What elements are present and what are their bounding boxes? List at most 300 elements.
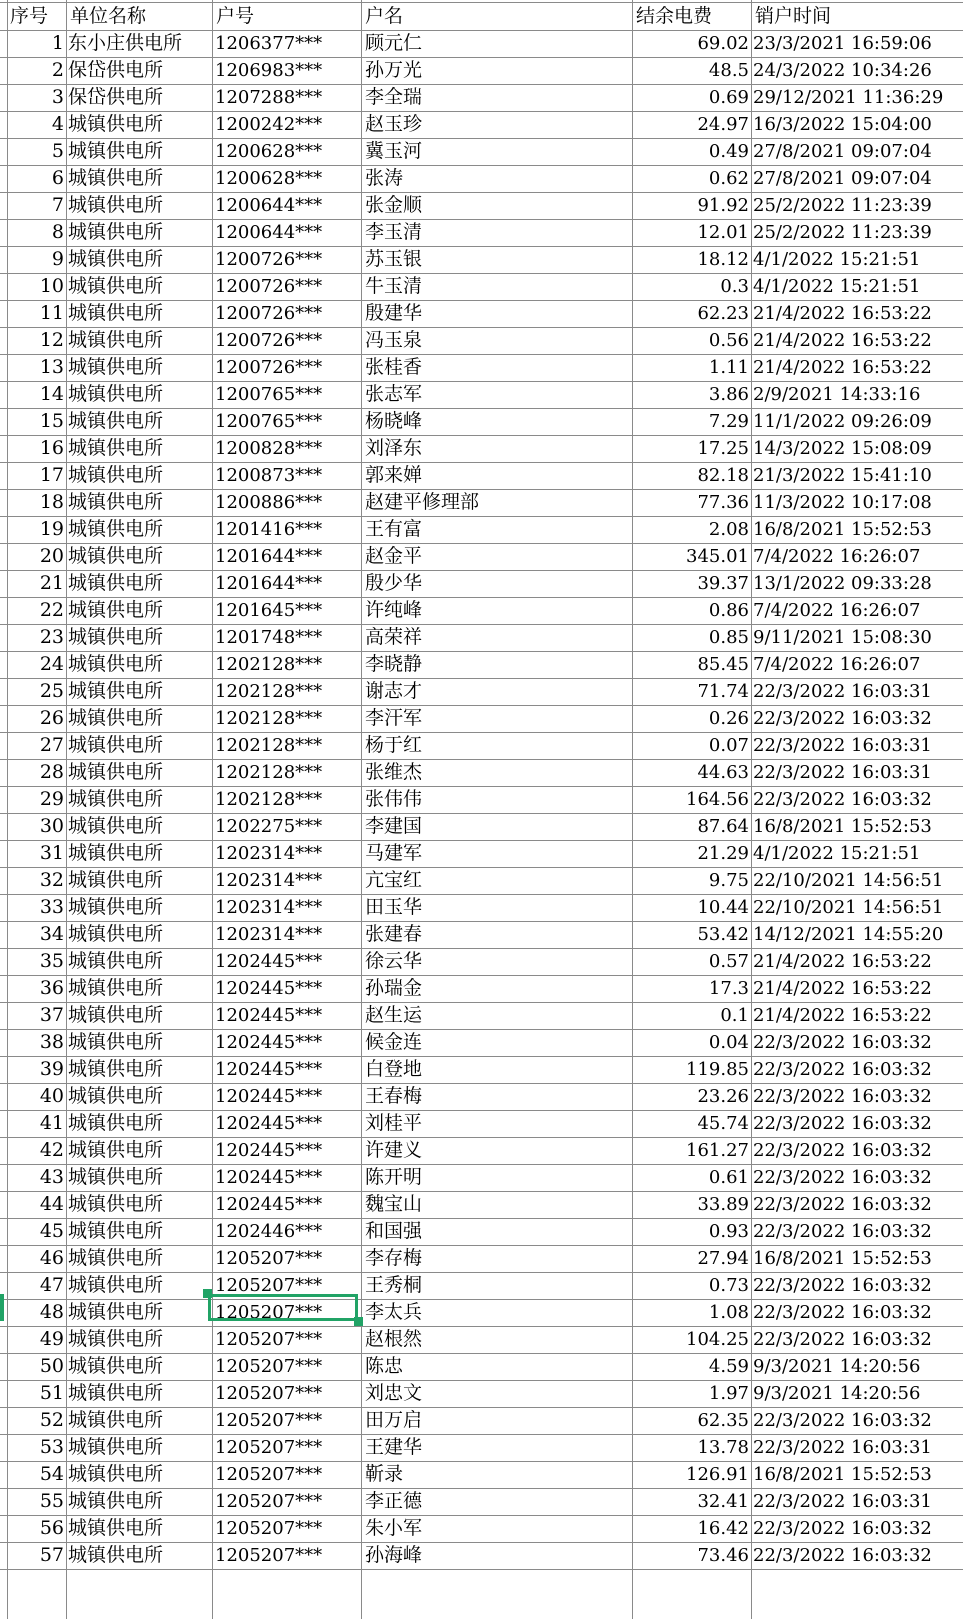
cell-closing-time[interactable]: 4/1/2022 15:21:51 [753, 843, 921, 864]
cell-account-no[interactable]: 1202446*** [215, 1221, 323, 1242]
cell-unit-name[interactable]: 城镇供电所 [68, 842, 164, 864]
cell-account-name[interactable]: 徐云华 [365, 950, 423, 972]
cell-account-no[interactable]: 1202128*** [215, 708, 323, 729]
cell-account-no[interactable]: 1202445*** [215, 1194, 323, 1215]
cell-balance[interactable]: 1.08 [708, 1302, 749, 1323]
cell-account-no[interactable]: 1200242*** [215, 114, 323, 135]
cell-unit-name[interactable]: 城镇供电所 [68, 518, 164, 540]
cell-balance[interactable]: 62.23 [697, 303, 749, 324]
cell-unit-name[interactable]: 城镇供电所 [68, 140, 164, 162]
cell-account-no[interactable]: 1200628*** [215, 141, 323, 162]
cell-account-name[interactable]: 高荣祥 [365, 626, 423, 648]
cell-unit-name[interactable]: 城镇供电所 [68, 734, 164, 756]
cell-account-no[interactable]: 1200726*** [215, 276, 323, 297]
cell-closing-time[interactable]: 22/3/2022 16:03:32 [753, 1167, 932, 1188]
cell-balance[interactable]: 87.64 [697, 816, 749, 837]
cell-closing-time[interactable]: 22/3/2022 16:03:32 [753, 789, 932, 810]
cell-index[interactable]: 33 [39, 896, 64, 918]
cell-account-name[interactable]: 许建义 [365, 1139, 423, 1161]
cell-account-name[interactable]: 李玉清 [365, 221, 423, 243]
cell-account-no[interactable]: 1201416*** [215, 519, 323, 540]
cell-account-no[interactable]: 1200726*** [215, 357, 323, 378]
cell-unit-name[interactable]: 城镇供电所 [68, 1301, 164, 1323]
cell-closing-time[interactable]: 21/4/2022 16:53:22 [753, 303, 932, 324]
cell-balance[interactable]: 13.78 [697, 1437, 749, 1458]
cell-account-name[interactable]: 李建国 [365, 815, 423, 837]
cell-account-no[interactable]: 1201645*** [215, 600, 323, 621]
cell-unit-name[interactable]: 城镇供电所 [68, 626, 164, 648]
cell-unit-name[interactable]: 保岱供电所 [68, 86, 164, 108]
cell-account-name[interactable]: 张志军 [365, 383, 423, 405]
cell-closing-time[interactable]: 22/3/2022 16:03:31 [753, 1491, 932, 1512]
cell-account-name[interactable]: 赵玉珍 [365, 113, 423, 135]
cell-account-no[interactable]: 1200644*** [215, 222, 323, 243]
cell-account-no[interactable]: 1205207*** [215, 1410, 323, 1431]
cell-index[interactable]: 28 [39, 761, 64, 783]
cell-index[interactable]: 49 [39, 1328, 64, 1350]
cell-index[interactable]: 34 [39, 923, 64, 945]
cell-closing-time[interactable]: 21/3/2022 15:41:10 [753, 465, 932, 486]
cell-unit-name[interactable]: 城镇供电所 [68, 1193, 164, 1215]
cell-account-no[interactable]: 1202275*** [215, 816, 323, 837]
cell-account-no[interactable]: 1200644*** [215, 195, 323, 216]
cell-balance[interactable]: 85.45 [697, 654, 749, 675]
cell-account-name[interactable]: 谢志才 [365, 680, 423, 702]
header-cell-unit-name[interactable]: 单位名称 [70, 5, 147, 27]
cell-index[interactable]: 48 [39, 1301, 64, 1323]
cell-index[interactable]: 17 [39, 464, 64, 486]
cell-unit-name[interactable]: 城镇供电所 [68, 1544, 164, 1566]
cell-balance[interactable]: 0.69 [708, 87, 749, 108]
cell-balance[interactable]: 18.12 [697, 249, 749, 270]
cell-account-name[interactable]: 李存梅 [365, 1247, 423, 1269]
cell-index[interactable]: 44 [39, 1193, 64, 1215]
cell-closing-time[interactable]: 25/2/2022 11:23:39 [753, 195, 932, 216]
cell-account-name[interactable]: 张涛 [365, 167, 404, 189]
cell-balance[interactable]: 3.86 [708, 384, 749, 405]
cell-closing-time[interactable]: 22/3/2022 16:03:32 [753, 1113, 932, 1134]
cell-closing-time[interactable]: 7/4/2022 16:26:07 [753, 600, 921, 621]
cell-balance[interactable]: 9.75 [708, 870, 749, 891]
cell-index[interactable]: 32 [39, 869, 64, 891]
cell-account-name[interactable]: 李晓静 [365, 653, 423, 675]
cell-closing-time[interactable]: 22/3/2022 16:03:32 [753, 1059, 932, 1080]
cell-index[interactable]: 26 [39, 707, 64, 729]
cell-account-name[interactable]: 白登地 [365, 1058, 423, 1080]
cell-account-name[interactable]: 马建军 [365, 842, 423, 864]
cell-index[interactable]: 47 [39, 1274, 64, 1296]
cell-account-no[interactable]: 1202128*** [215, 762, 323, 783]
cell-index[interactable]: 27 [39, 734, 64, 756]
cell-closing-time[interactable]: 22/3/2022 16:03:32 [753, 1410, 932, 1431]
cell-account-name[interactable]: 殷少华 [365, 572, 423, 594]
cell-account-no[interactable]: 1202314*** [215, 924, 323, 945]
cell-account-name[interactable]: 苏玉银 [365, 248, 423, 270]
cell-index[interactable]: 18 [39, 491, 64, 513]
cell-unit-name[interactable]: 保岱供电所 [68, 59, 164, 81]
cell-unit-name[interactable]: 城镇供电所 [68, 545, 164, 567]
cell-balance[interactable]: 0.1 [720, 1005, 749, 1026]
cell-unit-name[interactable]: 城镇供电所 [68, 1031, 164, 1053]
header-cell-closing-time[interactable]: 销户时间 [755, 5, 832, 27]
cell-closing-time[interactable]: 16/8/2021 15:52:53 [753, 816, 932, 837]
cell-index[interactable]: 42 [39, 1139, 64, 1161]
cell-index[interactable]: 11 [39, 302, 64, 324]
cell-unit-name[interactable]: 城镇供电所 [68, 761, 164, 783]
cell-balance[interactable]: 69.02 [697, 33, 749, 54]
cell-account-no[interactable]: 1206377*** [215, 33, 323, 54]
cell-account-name[interactable]: 张维杰 [365, 761, 423, 783]
cell-closing-time[interactable]: 22/3/2022 16:03:32 [753, 1221, 932, 1242]
cell-balance[interactable]: 119.85 [686, 1059, 749, 1080]
cell-balance[interactable]: 48.5 [708, 60, 749, 81]
cell-account-no[interactable]: 1200765*** [215, 411, 323, 432]
cell-balance[interactable]: 17.25 [697, 438, 749, 459]
cell-account-no[interactable]: 1202128*** [215, 735, 323, 756]
cell-account-name[interactable]: 王有富 [365, 518, 423, 540]
cell-index[interactable]: 50 [39, 1355, 64, 1377]
cell-unit-name[interactable]: 城镇供电所 [68, 113, 164, 135]
cell-account-name[interactable]: 靳录 [365, 1463, 404, 1485]
cell-balance[interactable]: 45.74 [697, 1113, 749, 1134]
cell-unit-name[interactable]: 城镇供电所 [68, 221, 164, 243]
cell-account-name[interactable]: 张建春 [365, 923, 423, 945]
cell-account-no[interactable]: 1202445*** [215, 1059, 323, 1080]
cell-account-no[interactable]: 1202445*** [215, 1140, 323, 1161]
cell-index[interactable]: 52 [39, 1409, 64, 1431]
cell-unit-name[interactable]: 城镇供电所 [68, 1166, 164, 1188]
cell-closing-time[interactable]: 22/3/2022 16:03:32 [753, 1329, 932, 1350]
cell-index[interactable]: 39 [39, 1058, 64, 1080]
cell-index[interactable]: 1 [51, 32, 64, 54]
cell-unit-name[interactable]: 城镇供电所 [68, 491, 164, 513]
cell-unit-name[interactable]: 城镇供电所 [68, 1382, 164, 1404]
cell-account-no[interactable]: 1205207*** [215, 1437, 323, 1458]
cell-index[interactable]: 31 [39, 842, 64, 864]
cell-unit-name[interactable]: 城镇供电所 [68, 923, 164, 945]
cell-account-no[interactable]: 1202314*** [215, 870, 323, 891]
cell-unit-name[interactable]: 城镇供电所 [68, 1490, 164, 1512]
cell-account-name[interactable]: 李汗军 [365, 707, 423, 729]
cell-closing-time[interactable]: 9/3/2021 14:20:56 [753, 1383, 921, 1404]
cell-balance[interactable]: 126.91 [686, 1464, 749, 1485]
cell-unit-name[interactable]: 城镇供电所 [68, 1112, 164, 1134]
cell-balance[interactable]: 16.42 [697, 1518, 749, 1539]
cell-balance[interactable]: 1.97 [708, 1383, 749, 1404]
cell-closing-time[interactable]: 22/3/2022 16:03:32 [753, 1275, 932, 1296]
cell-balance[interactable]: 0.56 [708, 330, 749, 351]
cell-unit-name[interactable]: 城镇供电所 [68, 653, 164, 675]
cell-account-no[interactable]: 1202314*** [215, 897, 323, 918]
cell-balance[interactable]: 164.56 [686, 789, 749, 810]
cell-index[interactable]: 22 [39, 599, 64, 621]
cell-closing-time[interactable]: 22/3/2022 16:03:31 [753, 681, 932, 702]
cell-closing-time[interactable]: 22/3/2022 16:03:31 [753, 1437, 932, 1458]
cell-closing-time[interactable]: 11/1/2022 09:26:09 [753, 411, 932, 432]
cell-account-no[interactable]: 1200765*** [215, 384, 323, 405]
cell-account-no[interactable]: 1202314*** [215, 843, 323, 864]
cell-balance[interactable]: 82.18 [697, 465, 749, 486]
cell-account-name[interactable]: 刘桂平 [365, 1112, 423, 1134]
cell-unit-name[interactable]: 城镇供电所 [68, 977, 164, 999]
cell-index[interactable]: 14 [39, 383, 64, 405]
cell-index[interactable]: 19 [39, 518, 64, 540]
cell-account-name[interactable]: 魏宝山 [365, 1193, 423, 1215]
cell-account-no[interactable]: 1202445*** [215, 1086, 323, 1107]
cell-balance[interactable]: 12.01 [697, 222, 749, 243]
cell-index[interactable]: 38 [39, 1031, 64, 1053]
cell-index[interactable]: 9 [51, 248, 64, 270]
cell-account-no[interactable]: 1202445*** [215, 1113, 323, 1134]
cell-account-no[interactable]: 1200726*** [215, 303, 323, 324]
cell-closing-time[interactable]: 27/8/2021 09:07:04 [753, 168, 932, 189]
cell-closing-time[interactable]: 21/4/2022 16:53:22 [753, 1005, 932, 1026]
cell-closing-time[interactable]: 23/3/2021 16:59:06 [753, 33, 932, 54]
cell-index[interactable]: 35 [39, 950, 64, 972]
cell-closing-time[interactable]: 14/12/2021 14:55:20 [753, 924, 944, 945]
cell-balance[interactable]: 0.3 [720, 276, 749, 297]
cell-closing-time[interactable]: 22/10/2021 14:56:51 [753, 870, 944, 891]
cell-account-no[interactable]: 1200726*** [215, 249, 323, 270]
cell-unit-name[interactable]: 城镇供电所 [68, 707, 164, 729]
cell-balance[interactable]: 4.59 [708, 1356, 749, 1377]
cell-index[interactable]: 57 [39, 1544, 64, 1566]
cell-unit-name[interactable]: 城镇供电所 [68, 1058, 164, 1080]
cell-index[interactable]: 40 [39, 1085, 64, 1107]
cell-account-no[interactable]: 1200628*** [215, 168, 323, 189]
cell-closing-time[interactable]: 21/4/2022 16:53:22 [753, 978, 932, 999]
cell-index[interactable]: 3 [51, 86, 64, 108]
cell-balance[interactable]: 27.94 [697, 1248, 749, 1269]
cell-account-no[interactable]: 1205207*** [215, 1518, 323, 1539]
cell-account-name[interactable]: 赵根然 [365, 1328, 423, 1350]
cell-balance[interactable]: 104.25 [686, 1329, 749, 1350]
cell-account-name[interactable]: 张桂香 [365, 356, 423, 378]
cell-unit-name[interactable]: 城镇供电所 [68, 1436, 164, 1458]
cell-account-no[interactable]: 1205207*** [215, 1248, 323, 1269]
cell-index[interactable]: 21 [39, 572, 64, 594]
cell-index[interactable]: 29 [39, 788, 64, 810]
cell-account-name[interactable]: 亢宝红 [365, 869, 423, 891]
cell-balance[interactable]: 345.01 [686, 546, 749, 567]
cell-unit-name[interactable]: 城镇供电所 [68, 275, 164, 297]
cell-account-name[interactable]: 和国强 [365, 1220, 423, 1242]
cell-account-no[interactable]: 1201748*** [215, 627, 323, 648]
cell-account-name[interactable]: 殷建华 [365, 302, 423, 324]
cell-account-name[interactable]: 牛玉清 [365, 275, 423, 297]
cell-closing-time[interactable]: 22/3/2022 16:03:32 [753, 1518, 932, 1539]
cell-index[interactable]: 43 [39, 1166, 64, 1188]
cell-index[interactable]: 16 [39, 437, 64, 459]
cell-account-name[interactable]: 李正德 [365, 1490, 423, 1512]
cell-account-name[interactable]: 陈忠 [365, 1355, 404, 1377]
cell-balance[interactable]: 32.41 [697, 1491, 749, 1512]
cell-unit-name[interactable]: 城镇供电所 [68, 815, 164, 837]
cell-unit-name[interactable]: 城镇供电所 [68, 1220, 164, 1242]
cell-account-name[interactable]: 王春梅 [365, 1085, 423, 1107]
cell-balance[interactable]: 0.93 [708, 1221, 749, 1242]
cell-closing-time[interactable]: 22/10/2021 14:56:51 [753, 897, 944, 918]
cell-account-no[interactable]: 1202445*** [215, 951, 323, 972]
cell-closing-time[interactable]: 2/9/2021 14:33:16 [753, 384, 921, 405]
cell-unit-name[interactable]: 城镇供电所 [68, 599, 164, 621]
cell-closing-time[interactable]: 16/8/2021 15:52:53 [753, 1248, 932, 1269]
cell-index[interactable]: 56 [39, 1517, 64, 1539]
cell-balance[interactable]: 0.49 [708, 141, 749, 162]
cell-index[interactable]: 4 [51, 113, 64, 135]
cell-closing-time[interactable]: 9/11/2021 15:08:30 [753, 627, 932, 648]
cell-index[interactable]: 41 [39, 1112, 64, 1134]
cell-closing-time[interactable]: 16/3/2022 15:04:00 [753, 114, 932, 135]
cell-index[interactable]: 2 [51, 59, 64, 81]
cell-balance[interactable]: 73.46 [697, 1545, 749, 1566]
cell-account-no[interactable]: 1205207*** [215, 1356, 323, 1377]
cell-balance[interactable]: 0.85 [708, 627, 749, 648]
cell-account-no[interactable]: 1205207*** [215, 1491, 323, 1512]
cell-account-no[interactable]: 1201644*** [215, 573, 323, 594]
cell-balance[interactable]: 10.44 [697, 897, 749, 918]
cell-account-name[interactable]: 杨晓峰 [365, 410, 423, 432]
cell-index[interactable]: 53 [39, 1436, 64, 1458]
cell-account-name[interactable]: 李太兵 [365, 1301, 423, 1323]
cell-account-no[interactable]: 1200873*** [215, 465, 323, 486]
cell-account-no[interactable]: 1202445*** [215, 1032, 323, 1053]
cell-account-no[interactable]: 1207288*** [215, 87, 323, 108]
cell-index[interactable]: 23 [39, 626, 64, 648]
cell-balance[interactable]: 71.74 [697, 681, 749, 702]
cell-balance[interactable]: 39.37 [697, 573, 749, 594]
cell-index[interactable]: 51 [39, 1382, 64, 1404]
cell-unit-name[interactable]: 城镇供电所 [68, 248, 164, 270]
cell-unit-name[interactable]: 城镇供电所 [68, 1463, 164, 1485]
cell-unit-name[interactable]: 城镇供电所 [68, 1409, 164, 1431]
cell-index[interactable]: 6 [51, 167, 64, 189]
cell-closing-time[interactable]: 9/3/2021 14:20:56 [753, 1356, 921, 1377]
cell-balance[interactable]: 161.27 [686, 1140, 749, 1161]
cell-closing-time[interactable]: 21/4/2022 16:53:22 [753, 330, 932, 351]
cell-account-name[interactable]: 刘泽东 [365, 437, 423, 459]
cell-closing-time[interactable]: 22/3/2022 16:03:32 [753, 708, 932, 729]
cell-unit-name[interactable]: 城镇供电所 [68, 1139, 164, 1161]
cell-account-no[interactable]: 1202445*** [215, 1005, 323, 1026]
cell-closing-time[interactable]: 4/1/2022 15:21:51 [753, 276, 921, 297]
cell-closing-time[interactable]: 22/3/2022 16:03:31 [753, 735, 932, 756]
cell-account-name[interactable]: 刘忠文 [365, 1382, 423, 1404]
cell-closing-time[interactable]: 21/4/2022 16:53:22 [753, 951, 932, 972]
cell-account-name[interactable]: 许纯峰 [365, 599, 423, 621]
cell-account-no[interactable]: 1206983*** [215, 60, 323, 81]
cell-balance[interactable]: 0.26 [708, 708, 749, 729]
cell-account-no[interactable]: 1205207*** [215, 1545, 323, 1566]
cell-account-name[interactable]: 王建华 [365, 1436, 423, 1458]
cell-unit-name[interactable]: 城镇供电所 [68, 437, 164, 459]
selection-handle-bottom-right[interactable] [354, 1317, 363, 1326]
cell-balance[interactable]: 0.57 [708, 951, 749, 972]
cell-index[interactable]: 54 [39, 1463, 64, 1485]
cell-unit-name[interactable]: 城镇供电所 [68, 1247, 164, 1269]
cell-unit-name[interactable]: 城镇供电所 [68, 464, 164, 486]
cell-unit-name[interactable]: 城镇供电所 [68, 410, 164, 432]
cell-unit-name[interactable]: 城镇供电所 [68, 950, 164, 972]
cell-account-no[interactable]: 1205207*** [215, 1329, 323, 1350]
cell-balance[interactable]: 33.89 [697, 1194, 749, 1215]
cell-account-name[interactable]: 候金连 [365, 1031, 423, 1053]
cell-closing-time[interactable]: 22/3/2022 16:03:32 [753, 1194, 932, 1215]
cell-balance[interactable]: 0.73 [708, 1275, 749, 1296]
cell-balance[interactable]: 2.08 [708, 519, 749, 540]
cell-account-no[interactable]: 1205207*** [215, 1464, 323, 1485]
cell-closing-time[interactable]: 24/3/2022 10:34:26 [753, 60, 932, 81]
cell-account-name[interactable]: 赵生运 [365, 1004, 423, 1026]
cell-account-name[interactable]: 陈开明 [365, 1166, 423, 1188]
cell-unit-name[interactable]: 城镇供电所 [68, 788, 164, 810]
cell-account-name[interactable]: 李全瑞 [365, 86, 423, 108]
cell-account-name[interactable]: 杨于红 [365, 734, 423, 756]
cell-balance[interactable]: 0.86 [708, 600, 749, 621]
cell-unit-name[interactable]: 东小庄供电所 [68, 32, 183, 54]
cell-account-name[interactable]: 赵金平 [365, 545, 423, 567]
cell-closing-time[interactable]: 27/8/2021 09:07:04 [753, 141, 932, 162]
cell-account-no[interactable]: 1201644*** [215, 546, 323, 567]
cell-closing-time[interactable]: 13/1/2022 09:33:28 [753, 573, 932, 594]
cell-index[interactable]: 12 [39, 329, 64, 351]
cell-unit-name[interactable]: 城镇供电所 [68, 1004, 164, 1026]
cell-account-name[interactable]: 张伟伟 [365, 788, 423, 810]
cell-account-name[interactable]: 冀玉河 [365, 140, 423, 162]
cell-unit-name[interactable]: 城镇供电所 [68, 302, 164, 324]
cell-unit-name[interactable]: 城镇供电所 [68, 1517, 164, 1539]
cell-unit-name[interactable]: 城镇供电所 [68, 680, 164, 702]
cell-closing-time[interactable]: 22/3/2022 16:03:31 [753, 762, 932, 783]
header-cell-balance[interactable]: 结余电费 [636, 5, 713, 27]
cell-index[interactable]: 15 [39, 410, 64, 432]
cell-closing-time[interactable]: 22/3/2022 16:03:32 [753, 1302, 932, 1323]
cell-account-name[interactable]: 赵建平修理部 [365, 491, 480, 513]
header-cell-account-no[interactable]: 户号 [216, 5, 255, 27]
cell-account-name[interactable]: 郭来婵 [365, 464, 423, 486]
cell-unit-name[interactable]: 城镇供电所 [68, 869, 164, 891]
cell-closing-time[interactable]: 25/2/2022 11:23:39 [753, 222, 932, 243]
header-cell-index[interactable]: 序号 [10, 5, 49, 27]
cell-account-no[interactable]: 1202128*** [215, 789, 323, 810]
cell-closing-time[interactable]: 22/3/2022 16:03:32 [753, 1086, 932, 1107]
cell-closing-time[interactable]: 29/12/2021 11:36:29 [753, 87, 944, 108]
cell-unit-name[interactable]: 城镇供电所 [68, 1085, 164, 1107]
cell-balance[interactable]: 77.36 [697, 492, 749, 513]
cell-unit-name[interactable]: 城镇供电所 [68, 329, 164, 351]
cell-unit-name[interactable]: 城镇供电所 [68, 1274, 164, 1296]
cell-account-name[interactable]: 王秀桐 [365, 1274, 423, 1296]
cell-unit-name[interactable]: 城镇供电所 [68, 194, 164, 216]
cell-index[interactable]: 37 [39, 1004, 64, 1026]
cell-unit-name[interactable]: 城镇供电所 [68, 896, 164, 918]
cell-unit-name[interactable]: 城镇供电所 [68, 167, 164, 189]
cell-index[interactable]: 25 [39, 680, 64, 702]
cell-account-no[interactable]: 1205207*** [215, 1275, 323, 1296]
cell-balance[interactable]: 91.92 [697, 195, 749, 216]
cell-unit-name[interactable]: 城镇供电所 [68, 1355, 164, 1377]
cell-balance[interactable]: 0.04 [708, 1032, 749, 1053]
cell-closing-time[interactable]: 22/3/2022 16:03:32 [753, 1140, 932, 1161]
cell-closing-time[interactable]: 21/4/2022 16:53:22 [753, 357, 932, 378]
cell-account-no[interactable]: 1202445*** [215, 978, 323, 999]
cell-balance[interactable]: 21.29 [697, 843, 749, 864]
cell-account-no[interactable]: 1200828*** [215, 438, 323, 459]
cell-balance[interactable]: 44.63 [697, 762, 749, 783]
cell-closing-time[interactable]: 16/8/2021 15:52:53 [753, 519, 932, 540]
cell-balance[interactable]: 0.07 [708, 735, 749, 756]
cell-index[interactable]: 55 [39, 1490, 64, 1512]
